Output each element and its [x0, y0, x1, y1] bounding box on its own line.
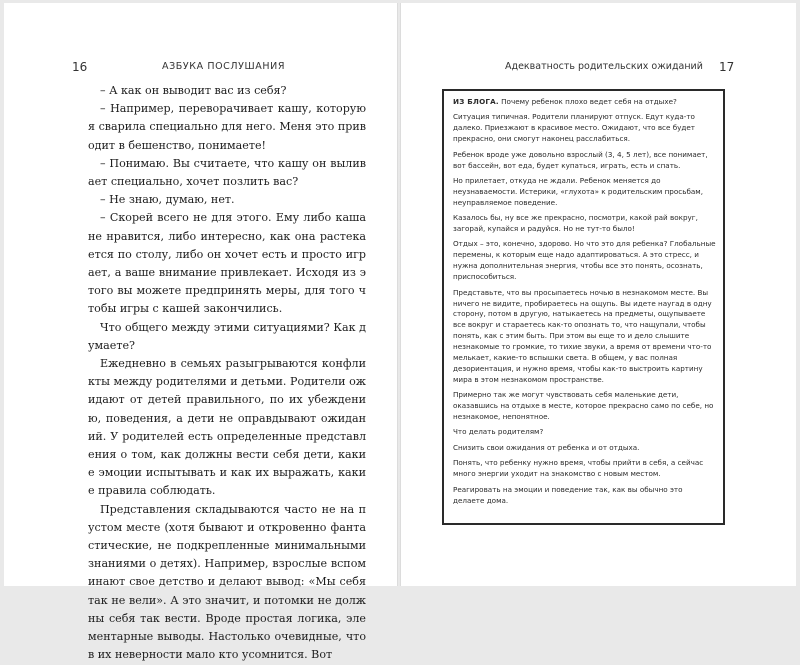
- paragraph: – Не знаю, думаю, нет.: [100, 193, 235, 207]
- blog-paragraph: Ребенок вроде уже довольно взрослый (3, 4, 5 лет), все понимает, вот бассейн, вот еда, будет купаться, играть, есть и спать.: [453, 149, 708, 170]
- blog-paragraph: Понять, что ребенку нужно время, чтобы прийти в себя, а сейчас много энергии уходит на знакомство с новым местом.: [453, 458, 704, 479]
- paragraph: – Например, переворачивает кашу, которую я сварила специально для него. Меня это приводит в бешенство, понимаете!: [88, 102, 366, 152]
- blog-paragraph: Примерно так же могут чувствовать себя маленькие дети, оказавшись на отдыхе в месте, которое прекрасно само по себе, но незнакомое, непонятное.: [453, 390, 714, 422]
- paragraph: Что общего между этими ситуациями? Как думаете?: [88, 320, 366, 352]
- blog-lead-text: Почему ребенок плохо ведет себя на отдыхе?: [498, 97, 677, 106]
- left-page: [4, 3, 397, 662]
- blog-paragraph: Что делать родителям?: [453, 427, 544, 437]
- paragraph: Представления складываются часто не на пустом месте (хотя бывают и откровенно фантастические, не подкрепленные минимальными знаниями о детях). Например, взрослые вспоминают свое детство и делают вывод: «Мы себя так не вели». А это значит, и потомки не должны себя так вести. Вроде простая логика, элементарные выводы. Настолько очевидные, что в их неверности мало кто усомнится. Вот: [88, 502, 366, 662]
- paragraph: – Понимаю. Вы считаете, что кашу он выливает специально, хочет позлить вас?: [88, 156, 366, 189]
- blog-paragraph: Отдых – это, конечно, здорово. Но что это для ребенка? Глобальные перемены, к которым еще надо адаптироваться. А это стресс, и нужна дополнительная энергия, чтобы все это понять, осознать, приспособиться.: [453, 239, 716, 282]
- blog-heading: [453, 97, 716, 108]
- blog-paragraph: Реагировать на эмоции и поведение так, как вы обычно это делаете дома.: [453, 484, 683, 505]
- blog-paragraph: Но прилетает, откуда не ждали. Ребенок меняется до неузнаваемости. Истерики, «глухота» к родительским просьбам, неуправляемое поведение.: [453, 175, 703, 207]
- blog-paragraph: Представьте, что вы просыпаетесь ночью в незнакомом месте. Вы ничего не видите, пробираетесь на ощупь. Вы идете наугад в одну сторону, потом в другую, натыкаетесь на предметы, ощупываете все вокруг и стараетесь как-то опознать то, что нащупали, чтобы понять, как с этим быть. При этом вы еще то и дело слышите незнакомые то громкие, то тихие звуки, а время от времени что-то мелькает, какие-то вспышки света. В общем, у вас полная дезориентация, и нужно время, чтобы как-то выстроить картину мира в этом незнакомом пространстве.: [453, 287, 712, 384]
- paragraph: – А как он выводит вас из себя?: [100, 84, 287, 97]
- blog-paragraph: Казалось бы, ну все же прекрасно, посмотри, какой рай вокруг, загорай, купайся и радуйся. Но не тут-то было!: [453, 213, 698, 234]
- body-text: [88, 82, 366, 665]
- running-header: АЗБУКА ПОСЛУШАНИЯ: [162, 61, 286, 72]
- page-number: 16: [72, 60, 88, 74]
- right-page: [401, 3, 796, 586]
- blog-sidebar-box: [442, 89, 725, 525]
- blog-paragraph: Снизить свои ожидания от ребенка и от отдыха.: [453, 442, 640, 452]
- blog-paragraph: Ситуация типичная. Родители планируют отпуск. Едут куда-то далеко. Приезжают в красивое место. Ожидают, что все будет прекрасно, они смогут наконец расслабиться.: [453, 112, 695, 144]
- running-header: Адекватность родительских ожиданий: [505, 61, 703, 72]
- paragraph: Ежедневно в семьях разыгрываются конфликты между родителями и детьми. Родители ожидают от детей правильного, по их убеждению, поведения, а дети не оправдывают ожиданий. У родителей есть определенные представления о том, как должны вести себя дети, какие эмоции испытывать и как их выражать, какие правила соблюдать.: [88, 357, 366, 498]
- page-number: 17: [719, 60, 735, 74]
- blog-title: ИЗ БЛОГА.: [453, 97, 499, 106]
- paragraph: – Скорей всего не для этого. Ему либо каша не нравится, либо интересно, как она растекается по столу, либо он хочет есть и просто играет, а ваше внимание привлекает. Исходя из этого вы можете предпринять меры, для того чтобы игры с кашей закончились.: [88, 211, 366, 316]
